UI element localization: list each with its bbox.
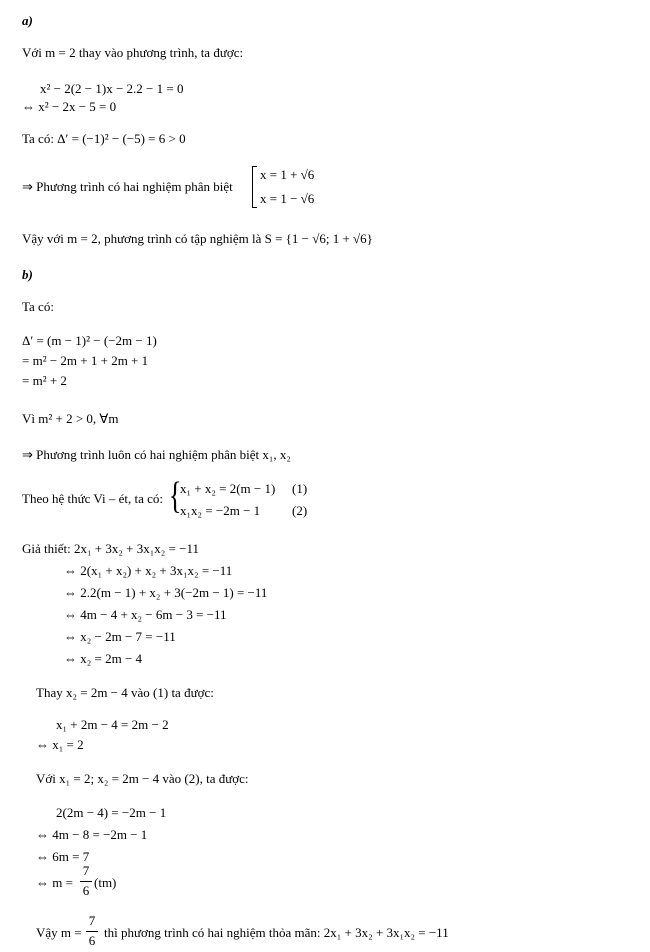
- part-b-since: Vì m² + 2 > 0, ∀m: [22, 411, 119, 426]
- part-a-eq1: x² − 2(2 − 1)x − 2.2 − 1 = 0: [40, 81, 184, 96]
- part-b-t3: ⇔ 6m = 7: [36, 849, 90, 864]
- part-b-s2: ⇔ x₁ = 2: [36, 737, 84, 752]
- part-b-h5: ⇔ x₂ = 2m − 4: [64, 651, 143, 666]
- part-a-eq2: ⇔ x² − 2x − 5 = 0: [22, 99, 117, 114]
- part-a-roots-bracket: [252, 166, 257, 208]
- part-b-d3: = m² + 2: [22, 373, 67, 388]
- part-b-vieta-brace: {: [168, 475, 182, 517]
- part-b-vieta1-tag: (1): [292, 481, 308, 496]
- part-a-root2: x = 1 − √6: [260, 191, 315, 206]
- part-b-vieta2-tag: (2): [292, 503, 308, 518]
- part-b-vieta-prefix: Theo hệ thức Vi – ét, ta có:: [22, 491, 164, 506]
- part-b-vieta2: x₁x₂ = −2m − 1: [180, 503, 261, 518]
- part-b-final-prefix: Vậy m =: [36, 925, 82, 940]
- part-b-t4-numerator: 7: [82, 863, 90, 878]
- part-b-h2: ⇔ 2.2(m − 1) + x₂ + 3(−2m − 1) = −11: [64, 585, 268, 600]
- part-a-label: a): [22, 13, 33, 28]
- part-b-d2: = m² − 2m + 1 + 2m + 1: [22, 353, 149, 368]
- part-b-s1: x₁ + 2m − 4 = 2m − 2: [56, 717, 169, 732]
- part-a-answer: Vậy với m = 2, phương trình có tập nghiệm là S = {1 − √6; 1 + √6}: [22, 231, 373, 246]
- part-b-h4: ⇔ x₂ − 2m − 7 = −11: [64, 629, 176, 644]
- part-b-intro: Ta có:: [22, 299, 54, 314]
- part-b-vieta1: x₁ + x₂ = 2(m − 1): [180, 481, 276, 496]
- part-b-sub1: Thay x₂ = 2m − 4 vào (1) ta được:: [36, 685, 214, 700]
- part-a-conclusion: ⇒ Phương trình có hai nghiệm phân biệt: [22, 179, 233, 194]
- part-b-final-numerator: 7: [88, 913, 96, 928]
- part-b-t4-denominator: 6: [82, 883, 90, 898]
- part-b-h3: ⇔ 4m − 4 + x₂ − 6m − 3 = −11: [64, 607, 227, 622]
- part-a-delta: Ta có: Δ′ = (−1)² − (−5) = 6 > 0: [22, 131, 186, 146]
- part-a-root1: x = 1 + √6: [260, 167, 315, 182]
- part-b-t2: ⇔ 4m − 8 = −2m − 1: [36, 827, 148, 842]
- part-b-h1: ⇔ 2(x₁ + x₂) + x₂ + 3x₁x₂ = −11: [64, 563, 233, 578]
- part-b-sub2: Với x₁ = 2; x₂ = 2m − 4 vào (2), ta được:: [36, 771, 249, 786]
- part-b-final-denominator: 6: [88, 933, 96, 948]
- part-b-hypothesis: Giả thiết: 2x₁ + 3x₂ + 3x₁x₂ = −11: [22, 541, 199, 556]
- part-b-always: ⇒ Phương trình luôn có hai nghiệm phân biệt x₁, x₂: [22, 447, 291, 462]
- part-b-label: b): [22, 267, 33, 282]
- part-b-t4-suffix: (tm): [94, 875, 117, 890]
- part-b-final-suffix: thì phương trình có hai nghiệm thỏa mãn: 2x₁ + 3x₂ + 3x₁x₂ = −11: [104, 925, 449, 940]
- part-b-t4-prefix: ⇔ m =: [36, 875, 73, 890]
- part-a-intro: Với m = 2 thay vào phương trình, ta được:: [22, 45, 244, 60]
- part-b-t1: 2(2m − 4) = −2m − 1: [56, 805, 167, 820]
- part-b-d1: Δ′ = (m − 1)² − (−2m − 1): [22, 333, 157, 348]
